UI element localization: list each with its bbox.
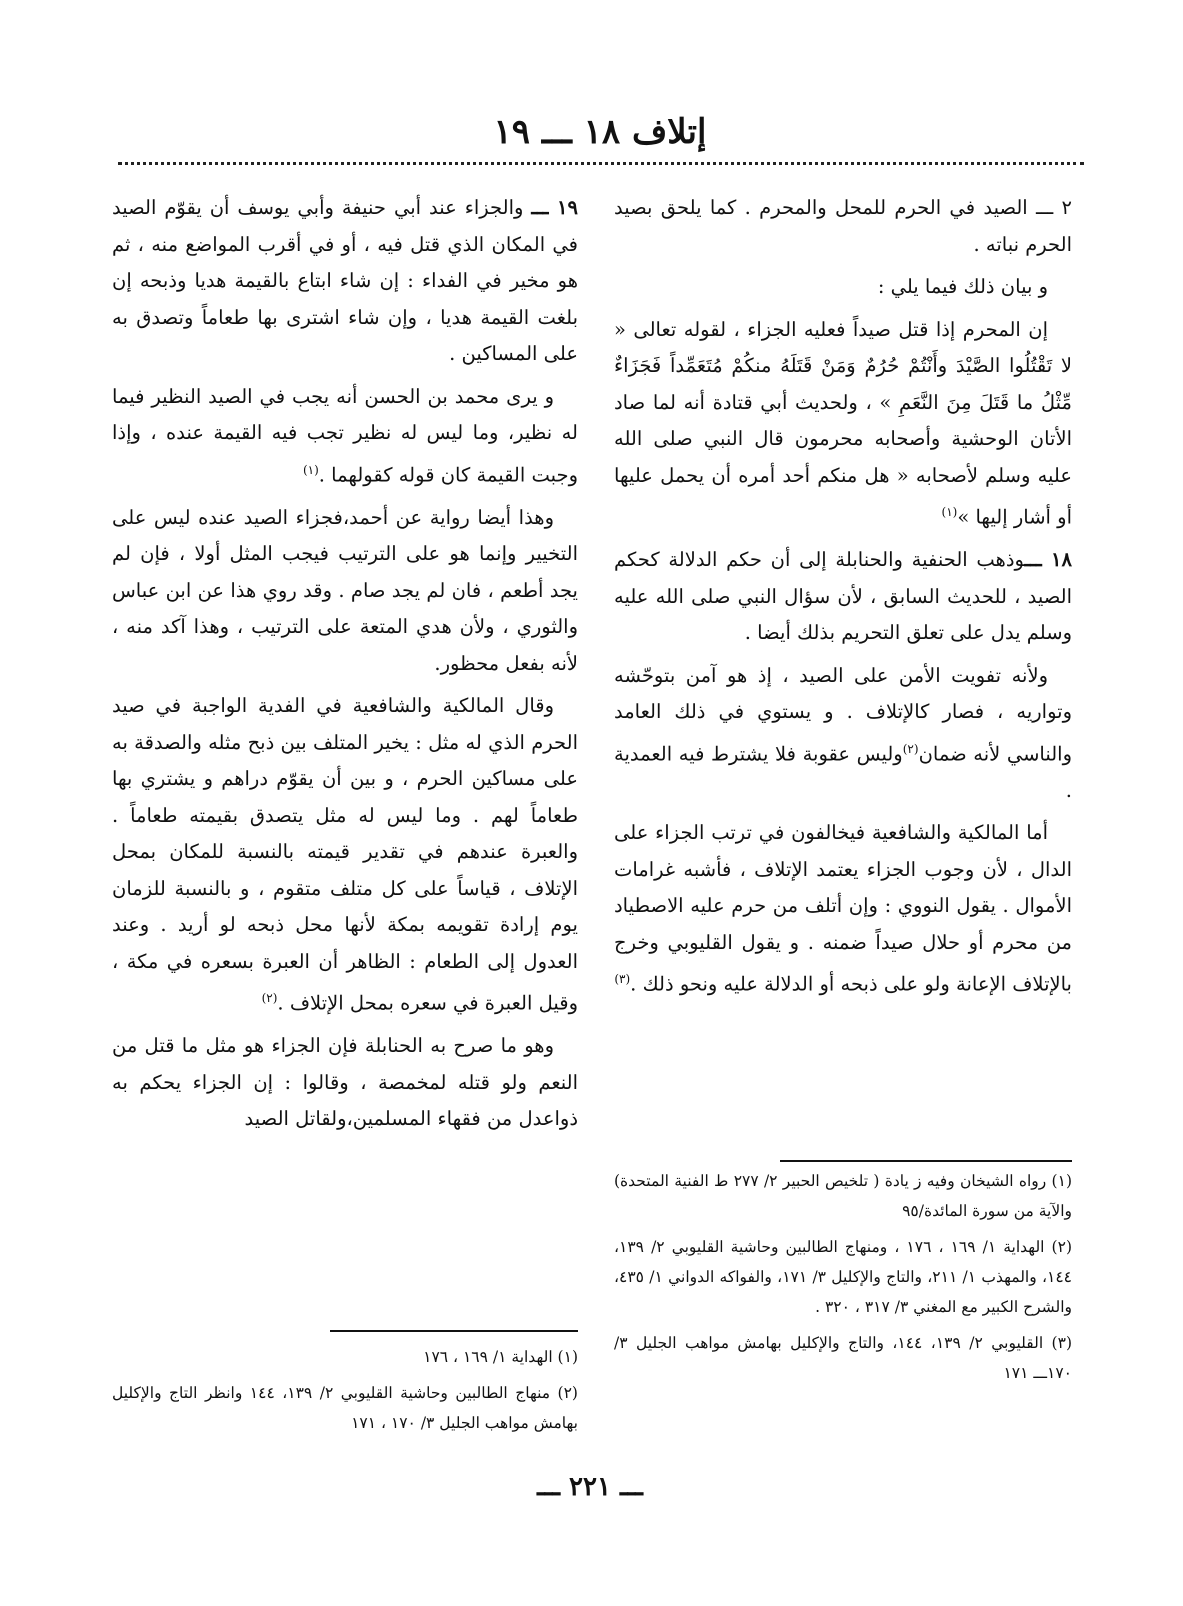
- right-column: [614, 190, 1072, 1009]
- right-footnotes: [614, 1166, 1072, 1394]
- footnote-ref: (١): [941, 505, 958, 519]
- paragraph: [614, 542, 1072, 652]
- paragraph-text: أما المالكية والشافعية فيخالفون في ترتب الجزاء على الدال ، لأن وجوب الجزاء يعتمد الإتلاف ، فأشبه غرامات الأموال . يقول النووي : وإن أتلف من حرم عليه الاصطياد من محرم أو حلال صيداً ضمنه . و يقول القليوبي وخرج بالإتلاف الإعانة ولو على ذبحه أو الدلالة عليه ونحو ذلك .: [614, 821, 1072, 996]
- footnote: (١) رواه الشيخان وفيه ز يادة ( تلخيص الحبير ٢/ ٢٧٧ ط الفنية المتحدة) والآية من سورة المائدة/٩٥: [614, 1172, 1072, 1220]
- page-number: ـــ ٢٢١ ـــ: [537, 1472, 643, 1502]
- paragraph: [614, 312, 1072, 537]
- footnote-ref: (٣): [614, 972, 631, 986]
- footnote-ref: (٢): [261, 991, 278, 1005]
- left-column: [112, 190, 578, 1144]
- footnote: (٢) الهداية ١/ ١٦٩ ، ١٧٦ ، ومنهاج الطالبين وحاشية القليوبي ٢/ ١٣٩، ١٤٤، والمهذب ١/ ٢١١، والتاج والإكليل ٣/ ١٧١، والفواكه الدواني ١/ ٤٣٥، والشرح الكبير مع المغني ٣/ ٣١٧ ، ٣٢٠ .: [614, 1238, 1072, 1316]
- paragraph: [112, 190, 578, 373]
- paragraph-text: إن المحرم إذا قتل صيداً فعليه الجزاء ، لقوله تعالى « لا تَقْتُلُوا الصَّيْدَ وأَنْتُمْ حُرُمٌ وَمَنْ قَتَلَهُ منكُمْ مُتَعَمِّداً فَجَزَاءٌ مِّثْلُ ما قَتَلَ مِنَ النَّعَمِ » ، ولحديث أبي قتادة أنه لما صاد الأتان الوحشية وأصحابه محرمون قال النبي صلى الله عليه وسلم لأصحابه « هل منكم أحد أمره أن يحمل عليها أو أشار إليها »: [614, 317, 1072, 529]
- paragraph: ٢ ـــ الصيد في الحرم للمحل والمحرم . كما يلحق بصيد الحرم نباته .: [614, 196, 1072, 256]
- paragraph-text: ولأنه تفويت الأمن على الصيد ، إذ هو آمن بتوحّشه وتواريه ، فصار كالإتلاف . و يستوي في ذلك العامد والناسي لأنه ضمان: [614, 663, 1073, 765]
- paragraph-text: والجزاء عند أبي حنيفة وأبي يوسف أن يقوّم الصيد في المكان الذي قتل فيه ، أو في أقرب المواضع منه ، ثم هو مخير في الفداء : إن شاء ابتاع بالقيمة هديا وذبحه إن بلغت القيمة هديا ، وإن شاء اشترى بها طعاماً وتصدق به على المساكين .: [112, 196, 578, 365]
- section-number: ١٩ ـــ: [531, 196, 578, 219]
- footnote-ref: (١): [302, 462, 319, 477]
- footnote: (١) الهداية ١/ ١٦٩ ، ١٧٦: [423, 1348, 578, 1366]
- footnote: (٣) القليوبي ٢/ ١٣٩، ١٤٤، والتاج والإكليل بهامش مواهب الجليل ٣/ ١٧٠ـــ ١٧١: [614, 1334, 1072, 1382]
- paragraph: و بيان ذلك فيما يلي :: [877, 275, 1048, 298]
- paragraph: وهو ما صرح به الحنابلة فإن الجزاء هو مثل ما قتل من النعم ولو قتله لمخمصة ، وقالوا : إن الجزاء يحكم به ذواعدل من فقهاء المسلمين،ولقاتل الصيد: [112, 1034, 578, 1130]
- footnote-ref: (٢): [902, 741, 919, 756]
- left-footnotes: [112, 1342, 578, 1444]
- section-number: ١٨ ـــ: [1024, 548, 1072, 571]
- paragraph: [112, 379, 578, 494]
- footnote: (٢) منهاج الطالبين وحاشية القليوبي ٢/ ١٣٩، ١٤٤ وانظر التاج والإكليل بهامش مواهب الجليل ٣/ ١٧٠ ، ١٧١: [112, 1384, 578, 1432]
- paragraph-text: وذهب الحنفية والحنابلة إلى أن حكم الدلالة كحكم الصيد ، للحديث السابق ، لأن سؤال النبي صلى الله عليه وسلم يدل على تعلق التحريم بذلك أيضا .: [614, 548, 1072, 644]
- page-title: إتلاف ١٨ ـــ ١٩: [493, 112, 707, 152]
- paragraph-text: وقال المالكية والشافعية في الفدية الواجبة في صيد الحرم الذي له مثل : يخير المتلف بين ذبح مثله والصدقة به على مساكين الحرم ، و بين أن يقوّم دراهم و يشتري بها طعاماً لهم . وما ليس له مثل يتصدق بقيمته طعاماً . والعبرة عندهم في تقدير قيمته بالنسبة للمكان بمحل الإتلاف ، قياساً على كل متلف متقوم ، و بالنسبة للزمان يوم إرادة تقويمه بمكة لأنها محل ذبحه لو أريد . وعند العدول إلى الطعام : الظاهر أن العبرة بسعره في مكة ، وقيل العبرة في سعره بمحل الإتلاف .: [112, 694, 578, 1015]
- paragraph-text: و يرى محمد بن الحسن أنه يجب في الصيد النظير فيما له نظير، وما ليس له نظير تجب فيه القيمة عنده ، وإذا وجبت القيمة كان قوله كقولهما .: [112, 384, 578, 486]
- paragraph: [112, 688, 578, 1022]
- header-divider: [118, 162, 1084, 165]
- footnote-divider: [780, 1160, 1072, 1162]
- paragraph-text: وليس عقوبة فلا يشترط فيه العمدية .: [614, 742, 1072, 802]
- footnote-divider: [330, 1330, 578, 1332]
- paragraph: [614, 658, 1072, 810]
- paragraph: وهذا أيضا رواية عن أحمد،فجزاء الصيد عنده ليس على التخيير وإنما هو على الترتيب فيجب المثل أولا ، فإن لم يجد أطعم ، فان لم يجد صام . وقد روي هذا عن ابن عباس والثوري ، ولأن هدي المتعة على الترتيب ، وهذا آكد منه ، لأنه بفعل محظور.: [112, 505, 578, 675]
- paragraph: [614, 815, 1072, 1003]
